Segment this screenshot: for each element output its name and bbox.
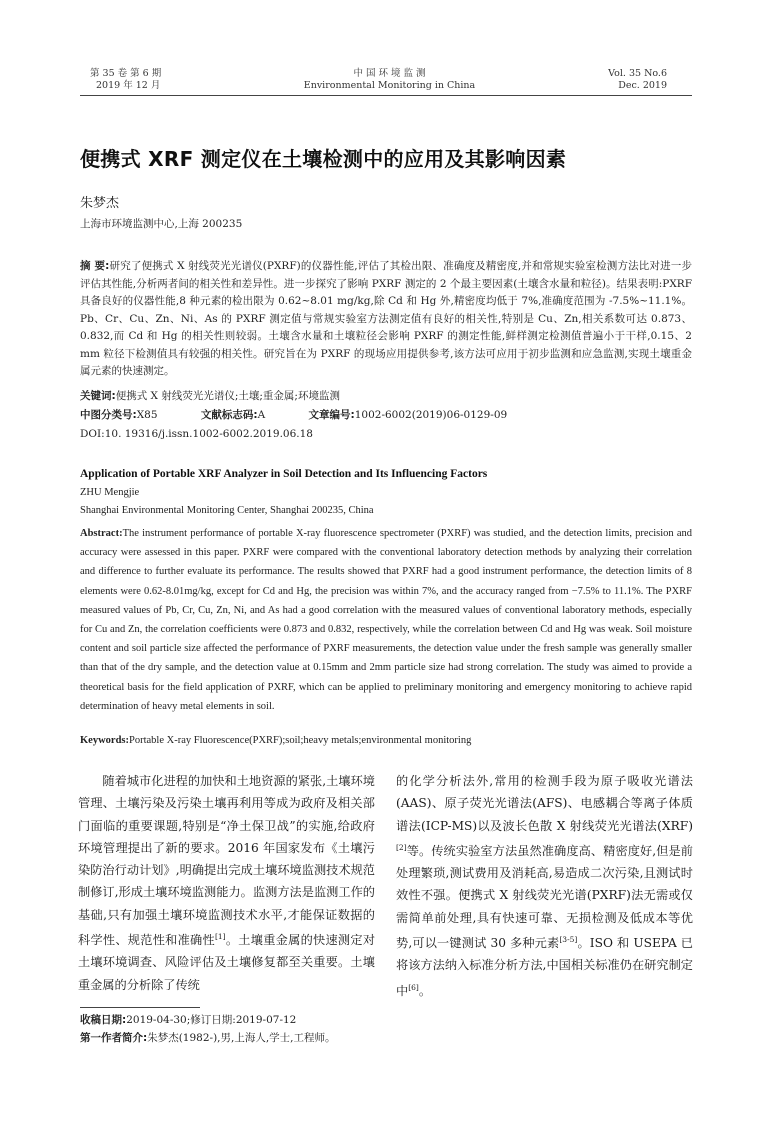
body-column-right: 的化学分析法外,常用的检测手段为原子吸收光谱法(AAS)、原子荧光光谱法(AFS)、电感耦合等离子体质谱法(ICP-MS)以及波长色散 X 射线荧光光谱法(XRF)[2]等。传统实验室方法虽然准确度高、精密度好,但是前处理繁琐,测试费用及消耗高,易造成二次污染,且测试时效性不强。便携式 X 射线荧光光谱(PXRF)法无需或仅需简单前处理,具有快速可靠、无损检测及低成本等优势,可以一键测试 30 多种元素[3-5]。ISO 和 USEPA 已将该方法纳入标准分析方法,中国相关标准仍在研究制定中[6]。	[396, 774, 693, 998]
abstract-cn-text: 研究了便携式 X 射线荧光光谱仪(PXRF)的仪器性能,评估了其检出限、准确度及精密度,并和常规实验室检测方法比对进一步评估其性能,分析两者间的相关性和差异性。进一步探究了影响 PXRF 测定的 2 个最主要因素(土壤含水量和粒径)。结果表明:PXRF 具备良好的仪器性能,8 种元素的检出限为 0.62~8.01 mg/kg,除 Cd 和 Hg 外,精密度均低于 7%,准确度范围为 -7.5%~11.1%。Pb、Cr、Cu、Zn、Ni、As 的 PXRF 测定值与常规实验室方法测定值有良好的相关性,特别是 Cu、Zn,相关系数可达 0.873、0.832,而 Cd 和 Hg 的相关性则较弱。土壤含水量和土壤粒径会影响 PXRF 的测定性能,鲜样测定检测值普遍小于干样,0.15、2 mm 粒径下检测值具有较强的相关性。研究旨在为 PXRF 的现场应用提供参考,该方法可应用于初步监测和应急监测,实现土壤重金属元素的快速测定。	[80, 260, 692, 377]
abstract-cn-label: 摘 要:	[80, 260, 110, 272]
paper-title-cn: 便携式 XRF 测定仪在土壤检测中的应用及其影响因素	[80, 147, 567, 171]
footnote-dates: 收稿日期:2019-04-30;修订日期:2019-07-12	[80, 1014, 297, 1026]
citation-ref: [3-5]	[559, 935, 578, 945]
body-column-left: 随着城市化进程的加快和土地资源的紧张,土壤环境管理、土壤污染及污染土壤再利用等成为政府及相关部门面临的重要课题,特别是“净土保卫战”的实施,给政府环境管理提出了新的要求。2016 年国家发布《土壤污染防治行动计划》,明确提出完成土壤环境监测技术规范制修订,形成土壤环境监测能力。监测方法是监测工作的基础,只有加强土壤环境监测技术水平,才能保证数据的科学性、规范性和准确性[1]。土壤重金属的快速测定对土壤环境调查、风险评估及土壤修复都至关重要。土壤重金属的分析除了传统	[78, 774, 376, 992]
keywords-en-text: Portable X-ray Fluorescence(PXRF);soil;heavy metals;environmental monitoring	[129, 735, 472, 746]
author-name-cn: 朱梦杰	[80, 196, 120, 211]
running-header-volume-en	[608, 68, 667, 92]
clc-number: 中图分类号:X85	[80, 409, 158, 421]
abstract-en-label: Abstract:	[80, 528, 123, 539]
volume-issue-en: Vol. 35 No.6	[608, 68, 667, 79]
publication-date-en: Dec. 2019	[618, 80, 667, 91]
footnote-author-bio: 第一作者简介:朱梦杰(1982-),男,上海人,学士,工程师。	[80, 1032, 336, 1044]
citation-ref: [6]	[408, 982, 419, 992]
doi: DOI:10. 19316/j.issn.1002-6002.2019.06.18	[80, 428, 313, 440]
abstract-en	[80, 524, 692, 716]
article-number: 文章编号:1002-6002(2019)06-0129-09	[308, 409, 508, 421]
abstract-cn	[80, 258, 692, 381]
classification-row	[80, 408, 692, 422]
affiliation-cn: 上海市环境监测中心,上海 200235	[80, 218, 243, 230]
footnote-divider	[80, 1007, 200, 1008]
keywords-cn-text: 便携式 X 射线荧光光谱仪;土壤;重金属;环境监测	[115, 390, 340, 402]
paper-title-en: Application of Portable XRF Analyzer in Soil Detection and Its Influencing Factors	[80, 468, 488, 480]
citation-ref: [1]	[214, 932, 226, 942]
keywords-cn-label: 关键词:	[80, 390, 116, 402]
journal-name-cn: 中 国 环 境 监 测	[353, 68, 426, 79]
keywords-cn	[80, 389, 692, 403]
journal-name-en: Environmental Monitoring in China	[303, 80, 476, 91]
document-code: 文献标志码:A	[200, 409, 266, 421]
affiliation-en: Shanghai Environmental Monitoring Center, Shanghai 200235, China	[80, 505, 374, 516]
keywords-en	[80, 735, 692, 746]
volume-issue-cn: 第 35 卷 第 6 期	[90, 68, 162, 79]
citation-ref: [2]	[396, 842, 407, 852]
publication-date-cn: 2019 年 12 月	[96, 80, 161, 91]
header-divider	[80, 95, 692, 96]
keywords-en-label: Keywords:	[80, 735, 129, 746]
abstract-en-text: The instrument performance of portable X-ray fluorescence spectrometer (PXRF) was studied, and the detection limits, precision and accuracy were assessed in this paper. PXRF were compared with the conventional laboratory detection methods by analyzing their correlation and difference to further evaluate its performance. The results showed that PXRF had a good instrument performance, the detection limits of 8 elements were 0.62-8.01mg/kg, except for Cd and Hg, the precision was within 7%, and the accuracy ranged from −7.5% to 11.1%. The PXRF measured values of Pb, Cr, Cu, Zn, Ni, and As had a good correlation with the measured values of conventional laboratory methods, especially for Cu and Zn, the correlation coefficients were 0.873 and 0.832, respectively, while the correlation between Cd and Hg was weak. Soil moisture content and soil particle size affected the performance of PXRF measurements, the detection value under the fresh sample was generally smaller than that of the dry sample, and the detection value at 0.15mm and 2mm particle size had strong correlation. The study was aimed to provide a theoretical basis for the field application of PXRF, which can be applied to preliminary monitoring and emergency monitoring to achieve rapid determination of heavy metal elements in soil.	[80, 528, 692, 712]
author-name-en: ZHU Mengjie	[80, 487, 140, 498]
